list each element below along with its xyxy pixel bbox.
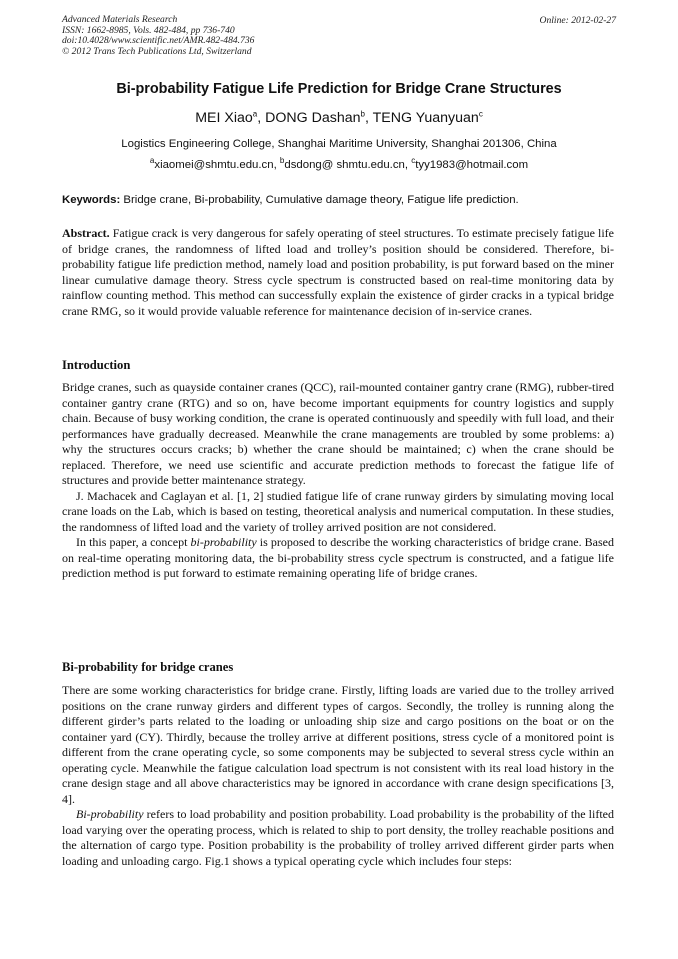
emphasis: Bi-probability bbox=[76, 807, 144, 821]
paragraph: Bi-probability refers to load probability and position probability. Load probability is the probability of the lifted load varying over the operating process, which is related to ship to port density, the trolley reachable positions and the alternation of cargo type. Position probability is the probability of trolley arrived different girder parts when loading and unloading cargo. Fig.1 shows a typical operating cycle which includes four steps: bbox=[62, 807, 614, 868]
email-marker: b bbox=[279, 156, 285, 166]
email-list bbox=[0, 156, 678, 171]
biprobability-section bbox=[62, 683, 614, 869]
author-marker: b bbox=[360, 109, 365, 119]
author-name: TENG Yuanyuan bbox=[372, 110, 479, 126]
paragraph: Bridge cranes, such as quayside container cranes (QCC), rail-mounted container gantry crane (RMG), rubber-tired container gantry crane (RTG) and so on, have become important equipments for country logistics and supply chain. Because of busy working condition, the crane is operated continuously and speedily with full load, and their performances have gradually decreased. Meanwhile the crane managements are troubled by some problems: a) why the structures occurs cracks; b) whether the crane should be maintained; c) when the crane should be replaced. Therefore, we need use scientific and accurate prediction methods to forecast the fatigue life of structures and provide better maintenance strategy. bbox=[62, 380, 614, 487]
section-heading-introduction: Introduction bbox=[62, 358, 131, 372]
author-name: MEI Xiao bbox=[195, 110, 253, 126]
author-marker: c bbox=[478, 109, 483, 119]
email: xiaomei@shmtu.edu.cn, bbox=[154, 159, 277, 171]
emphasis: bi-probability bbox=[190, 535, 257, 549]
keywords-text: Bridge crane, Bi-probability, Cumulative damage theory, Fatigue life prediction. bbox=[123, 194, 519, 206]
paragraph: There are some working characteristics for bridge crane. Firstly, lifting loads are varied due to the trolley arrived positions on the crane runway girders and different types of cargos. Secondly, the trolley is running along the different girder’s parts related to the loading or unloading ship size and cargo positions on the boat or on the container yard (CY). Thirdly, because the trolley arrive at different positions, stress cycle of a monitored point is different from the crane operating cycle, so some components may be subjected to several stress cycle within an operating cycle. Meanwhile the fatigue calculation load spectrum is not consistent with its real load history in the crane design stage and all above characteristics may be ignored in accordance with crane design specifications [3, 4]. bbox=[62, 683, 614, 806]
email-marker: a bbox=[149, 156, 155, 166]
abstract-text: Fatigue crack is very dangerous for safely operating of steel structures. To estimate precisely fatigue life of bridge cranes, the randomness of lifted load and trolley’s position should be considered. Therefore, bi-probability fatigue life prediction method, namely load and position probability, is put forward based on the miner linear cumulative damage theory. Stress cycle spectrum is constructed based on real-time monitoring data by rainflow counting method. This method can successfully explain the existence of girder cracks in a typical bridge crane RMG, so it would provide valuable reference for maintenance decision of in-service cranes. bbox=[62, 226, 614, 318]
email: dsdong@ shmtu.edu.cn, bbox=[284, 159, 409, 171]
introduction-section bbox=[62, 380, 614, 582]
keywords-label: Keywords: bbox=[62, 194, 121, 206]
abstract-label: Abstract. bbox=[62, 226, 110, 240]
keywords bbox=[62, 194, 622, 206]
paragraph: J. Machacek and Caglayan et al. [1, 2] studied fatigue life of crane runway girders by simulating moving local crane loads on the Lab, which is based on testing, theoretical analysis and numerical computation. In these studies, the randomness of lifted load and the variety of trolley arrived position are not considered. bbox=[62, 488, 614, 534]
email: tyy1983@hotmail.com bbox=[415, 159, 529, 171]
doi-line: doi:10.4028/www.scientific.net/AMR.482-484.736 bbox=[62, 35, 255, 47]
author-name: DONG Dashan bbox=[265, 110, 361, 126]
author-list: MEI Xiao$^a$, DONG Dashan$^b$, TENG Yuanyuan$^c$ bbox=[195, 109, 483, 126]
journal-header bbox=[62, 15, 254, 57]
abstract bbox=[62, 226, 614, 319]
paragraph: In this paper, a concept bi-probability is proposed to describe the working characteristics of bridge crane. Based on real-time operating monitoring data, the bi-probability stress cycle spectrum is constructed, and a fatigue life prediction method is put forward to estimate remaining operating life of bridge cranes. bbox=[62, 535, 614, 580]
section-heading-biprobability: Bi-probability for bridge cranes bbox=[62, 660, 234, 674]
issn-line: ISSN: 1662-8985, Vols. 482-484, pp 736-740 bbox=[62, 24, 235, 36]
affiliation: Logistics Engineering College, Shanghai Maritime University, Shanghai 201306, China bbox=[121, 138, 557, 150]
email-marker: c bbox=[411, 156, 416, 166]
author-marker: a bbox=[252, 109, 258, 119]
online-date: Online: 2012-02-27 bbox=[539, 15, 616, 26]
paper-title: Bi-probability Fatigue Life Prediction for Bridge Crane Structures bbox=[116, 81, 562, 97]
copyright-line: © 2012 Trans Tech Publications Ltd, Switzerland bbox=[62, 45, 252, 57]
journal-name: Advanced Materials Research bbox=[62, 14, 178, 25]
